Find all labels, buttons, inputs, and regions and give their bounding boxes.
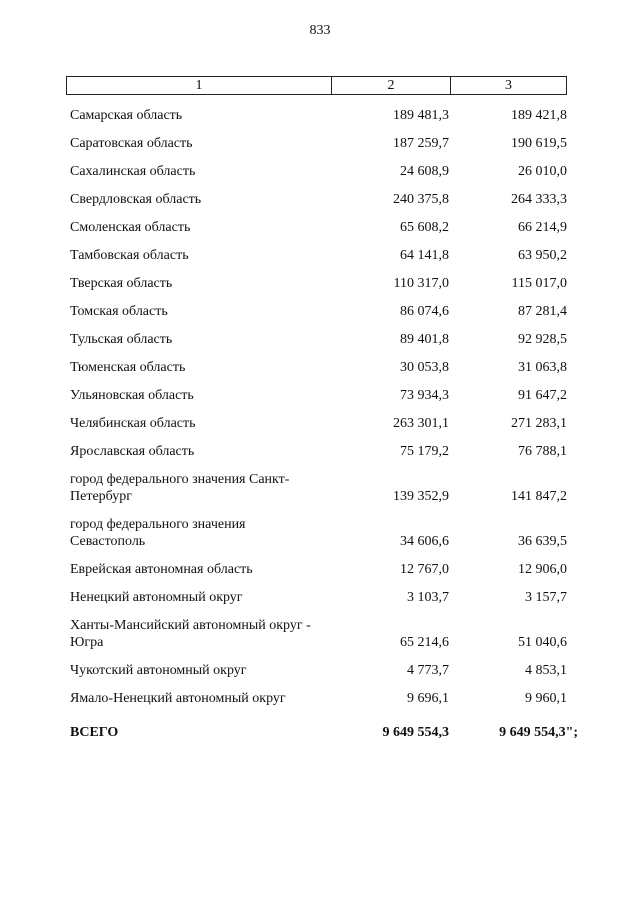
value-col-2: 73 934,3 [400, 388, 449, 403]
region-name: Ненецкий автономный округ [70, 590, 243, 605]
value-col-2: 240 375,8 [393, 192, 449, 207]
region-name: Свердловская область [70, 192, 202, 207]
table-row [70, 437, 570, 465]
value-col-2: 34 606,6 [400, 534, 449, 549]
value-col-3: 51 040,6 [518, 635, 567, 650]
value-col-2: 89 401,8 [400, 332, 449, 347]
value-col-2: 9 696,1 [407, 691, 449, 706]
value-col-2: 12 767,0 [400, 562, 449, 577]
region-name: Саратовская область [70, 136, 193, 151]
value-col-2: 3 103,7 [407, 590, 449, 605]
value-col-3: 189 421,8 [511, 108, 567, 123]
table-row [70, 129, 570, 157]
value-col-3: 87 281,4 [518, 304, 567, 319]
table-row [70, 409, 570, 437]
table-row [70, 157, 570, 185]
value-col-3: 271 283,1 [511, 416, 567, 431]
table-body [70, 101, 578, 746]
region-name: Сахалинская область [70, 164, 196, 179]
region-name: Самарская область [70, 108, 183, 123]
value-col-3: 12 906,0 [518, 562, 567, 577]
value-col-2: 75 179,2 [400, 444, 449, 459]
value-col-3: 91 647,2 [518, 388, 567, 403]
table-row [70, 583, 570, 611]
page-number: 833 [309, 23, 331, 38]
value-col-2: 139 352,9 [393, 489, 449, 504]
value-col-3: 264 333,3 [511, 192, 567, 207]
value-col-2: 64 141,8 [400, 248, 449, 263]
table-row [70, 101, 570, 129]
table-row [70, 269, 570, 297]
region-name: Тамбовская область [70, 248, 189, 263]
value-col-2: 263 301,1 [393, 416, 449, 431]
region-name: Челябинская область [70, 416, 196, 431]
total-value-col-2: 9 649 554,3 [382, 725, 449, 740]
header-col-3: 3 [505, 78, 512, 93]
table-row [70, 241, 570, 269]
value-col-3: 3 157,7 [525, 590, 567, 605]
table-row [70, 325, 570, 353]
region-name: Ямало-Ненецкий автономный округ [70, 691, 286, 706]
value-col-3: 190 619,5 [511, 136, 567, 151]
value-col-3: 76 788,1 [518, 444, 567, 459]
region-name: Ханты-Мансийский автономный округ - Югра [70, 618, 311, 650]
table-row [70, 611, 570, 656]
value-col-3: 141 847,2 [511, 489, 567, 504]
value-col-2: 65 608,2 [400, 220, 449, 235]
table-row [70, 510, 570, 555]
table-row [70, 381, 570, 409]
value-col-3: 26 010,0 [518, 164, 567, 179]
value-col-3: 31 063,8 [518, 360, 567, 375]
table-row [70, 684, 570, 712]
table-row [70, 297, 570, 325]
region-name: город федерального значения Санкт-Петербург [70, 472, 290, 504]
value-col-2: 189 481,3 [393, 108, 449, 123]
value-col-3: 63 950,2 [518, 248, 567, 263]
table-row [70, 656, 570, 684]
value-col-2: 24 608,9 [400, 164, 449, 179]
value-col-3: 92 928,5 [518, 332, 567, 347]
value-col-3: 115 017,0 [511, 276, 567, 291]
value-col-3: 4 853,1 [525, 663, 567, 678]
value-col-2: 4 773,7 [407, 663, 449, 678]
table-row [70, 555, 570, 583]
region-name: Тульская область [70, 332, 173, 347]
table-row [70, 465, 570, 510]
table-header [66, 76, 567, 95]
header-col-1: 1 [67, 77, 332, 94]
table-row [70, 213, 570, 241]
value-col-3: 66 214,9 [518, 220, 567, 235]
value-col-2: 65 214,6 [400, 635, 449, 650]
table-row [70, 185, 570, 213]
value-col-2: 30 053,8 [400, 360, 449, 375]
value-col-2: 110 317,0 [393, 276, 449, 291]
total-label: ВСЕГО [70, 725, 119, 740]
value-col-2: 86 074,6 [400, 304, 449, 319]
region-name: город федерального значения Севастополь [70, 517, 246, 549]
value-col-2: 187 259,7 [393, 136, 449, 151]
region-name: Тверская область [70, 276, 173, 291]
region-name: Ярославская область [70, 444, 195, 459]
region-name: Томская область [70, 304, 168, 319]
region-name: Ульяновская область [70, 388, 194, 403]
table-row [70, 353, 570, 381]
total-row [70, 712, 578, 746]
value-col-3: 9 960,1 [525, 691, 567, 706]
total-value-col-3: 9 649 554,3"; [499, 725, 578, 740]
region-name: Смоленская область [70, 220, 191, 235]
value-col-3: 36 639,5 [518, 534, 567, 549]
region-name: Тюменская область [70, 360, 186, 375]
region-name: Чукотский автономный округ [70, 663, 247, 678]
header-col-2: 2 [332, 77, 451, 94]
region-name: Еврейская автономная область [70, 562, 253, 577]
